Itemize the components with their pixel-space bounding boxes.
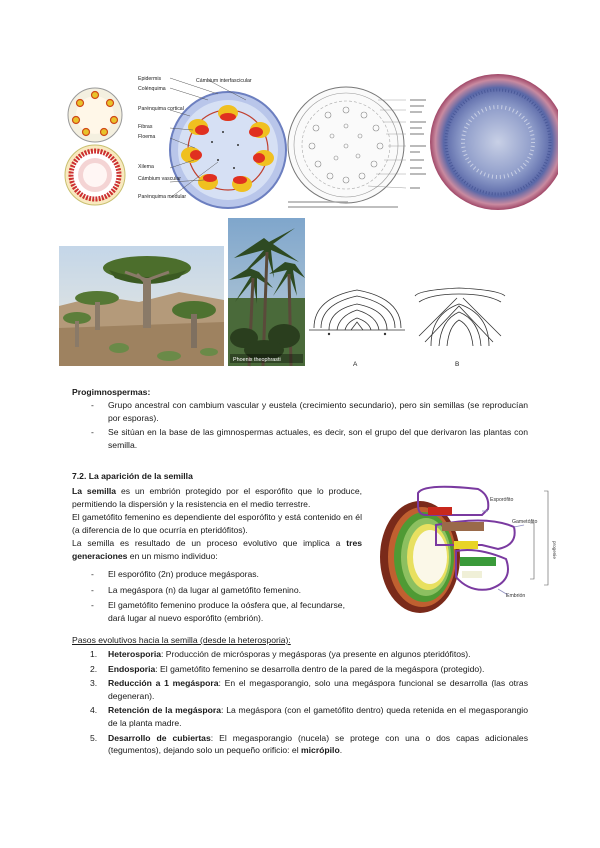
list-item: 3. Reducción a 1 megáspora: En el megasporangio, solo una megáspora funcional se desarrolla (las otras degeneran). xyxy=(90,678,528,701)
stem-label: Parénquima medular xyxy=(138,194,187,200)
stem-label: Colénquima xyxy=(138,86,166,92)
heading-progimnospermas: Progimnospermas: xyxy=(72,387,151,397)
label-block-cream xyxy=(462,571,482,578)
figure-row-plants xyxy=(59,218,539,370)
stem-line-drawing xyxy=(288,87,426,207)
seed-generations-diagram xyxy=(378,485,558,617)
progymno-list xyxy=(91,399,528,451)
stem-label: Fibras xyxy=(138,124,153,130)
stele-diagram-b xyxy=(415,288,505,346)
stem-label: Epidermis xyxy=(138,76,162,82)
label-block-brown xyxy=(442,522,484,531)
generations-list xyxy=(91,568,364,624)
stele-diagram-a xyxy=(309,290,405,335)
label-esporofito: Esporófito xyxy=(490,497,514,503)
list-item: - El gametófito femenino produce la oósfera que, al fecundarse, dará lugar al nuevo esporófito (embrión). xyxy=(91,600,345,623)
list-item: 2. Endosporia: El gametófito femenino se desarrolla dentro de la pared de la megáspora (protegido). xyxy=(90,663,485,674)
list-item: 4. Retención de la megáspora: La megáspora (con el gametófito dentro) queda retenida en el megasporangio de la planta madre. xyxy=(90,705,528,728)
heading-pasos-evolutivos: Pasos evolutivos hacia la semilla (desde la heterosporia): xyxy=(72,635,291,645)
label-block-green xyxy=(460,557,496,566)
stem-small-bottom xyxy=(65,145,125,205)
stem-label: Parénquima cortical xyxy=(138,106,184,112)
label-block-yellow xyxy=(454,541,478,549)
seed-diagram xyxy=(380,501,460,613)
photo-dragon-tree xyxy=(59,246,224,366)
list-item: 5. Desarrollo de cubiertas: El megasporangio (nucela) se protege con una o dos capas adicionales (tegumentos), dejando solo un pequeño orificio: el micrópilo. xyxy=(90,732,528,756)
paragraph: La semilla es resultado de un proceso evolutivo que implica a tres generaciones en un mismo individuo: xyxy=(72,538,362,561)
stem-small-top xyxy=(68,88,122,142)
label-embrion: Embrión xyxy=(506,593,526,599)
stem-diagram-large xyxy=(138,76,286,208)
stem-label: Cámbium vascular xyxy=(138,176,181,182)
list-item: - La megáspora (n) da lugar al gametófito femenino. xyxy=(91,584,301,595)
label-progenie: progenie xyxy=(552,541,557,559)
list-item: - El esporófito (2n) produce megásporas. xyxy=(91,569,259,579)
photo-caption: Phoenix theophrasti xyxy=(233,357,281,363)
label-gametofito: Gametófito xyxy=(512,519,538,525)
pasos-list xyxy=(90,648,528,757)
figure-row-stems xyxy=(58,70,558,220)
section72-body xyxy=(72,485,362,563)
list-item: - Grupo ancestral con cambium vascular y eustela (crecimiento secundario), pero sin semillas (se reproducían por esporas). xyxy=(91,400,528,423)
stem-label: Xilema xyxy=(138,164,154,170)
stem-micrograph xyxy=(430,74,558,210)
diagram-label-b: B xyxy=(455,361,460,368)
heading-section-7-2: 7.2. La aparición de la semilla xyxy=(72,471,193,481)
list-item: - Se sitúan en la base de las gimnospermas actuales, es decir, son el grupo del que derivaron las plantas con semilla. xyxy=(91,427,528,450)
stem-label-top: Cámbium interfascicular xyxy=(196,78,252,84)
paragraph: El gametófito femenino es dependiente del esporófito y está contenido en él (a diferencia de lo que ocurría en pteridófitos). xyxy=(72,512,362,535)
label-block-red xyxy=(428,507,452,515)
list-item: 1. Heterosporia: Producción de micrósporas y megásporas (ya presente en algunos pteridófitos). xyxy=(90,649,471,659)
diagram-label-a: A xyxy=(353,361,358,368)
paragraph: La semilla es un embrión protegido por el esporófito que lo produce, permitiendo la dispersión y la resistencia en el medio terrestre. xyxy=(72,486,363,509)
stem-label: Floema xyxy=(138,134,156,140)
photo-phoenix-palm xyxy=(228,218,305,366)
